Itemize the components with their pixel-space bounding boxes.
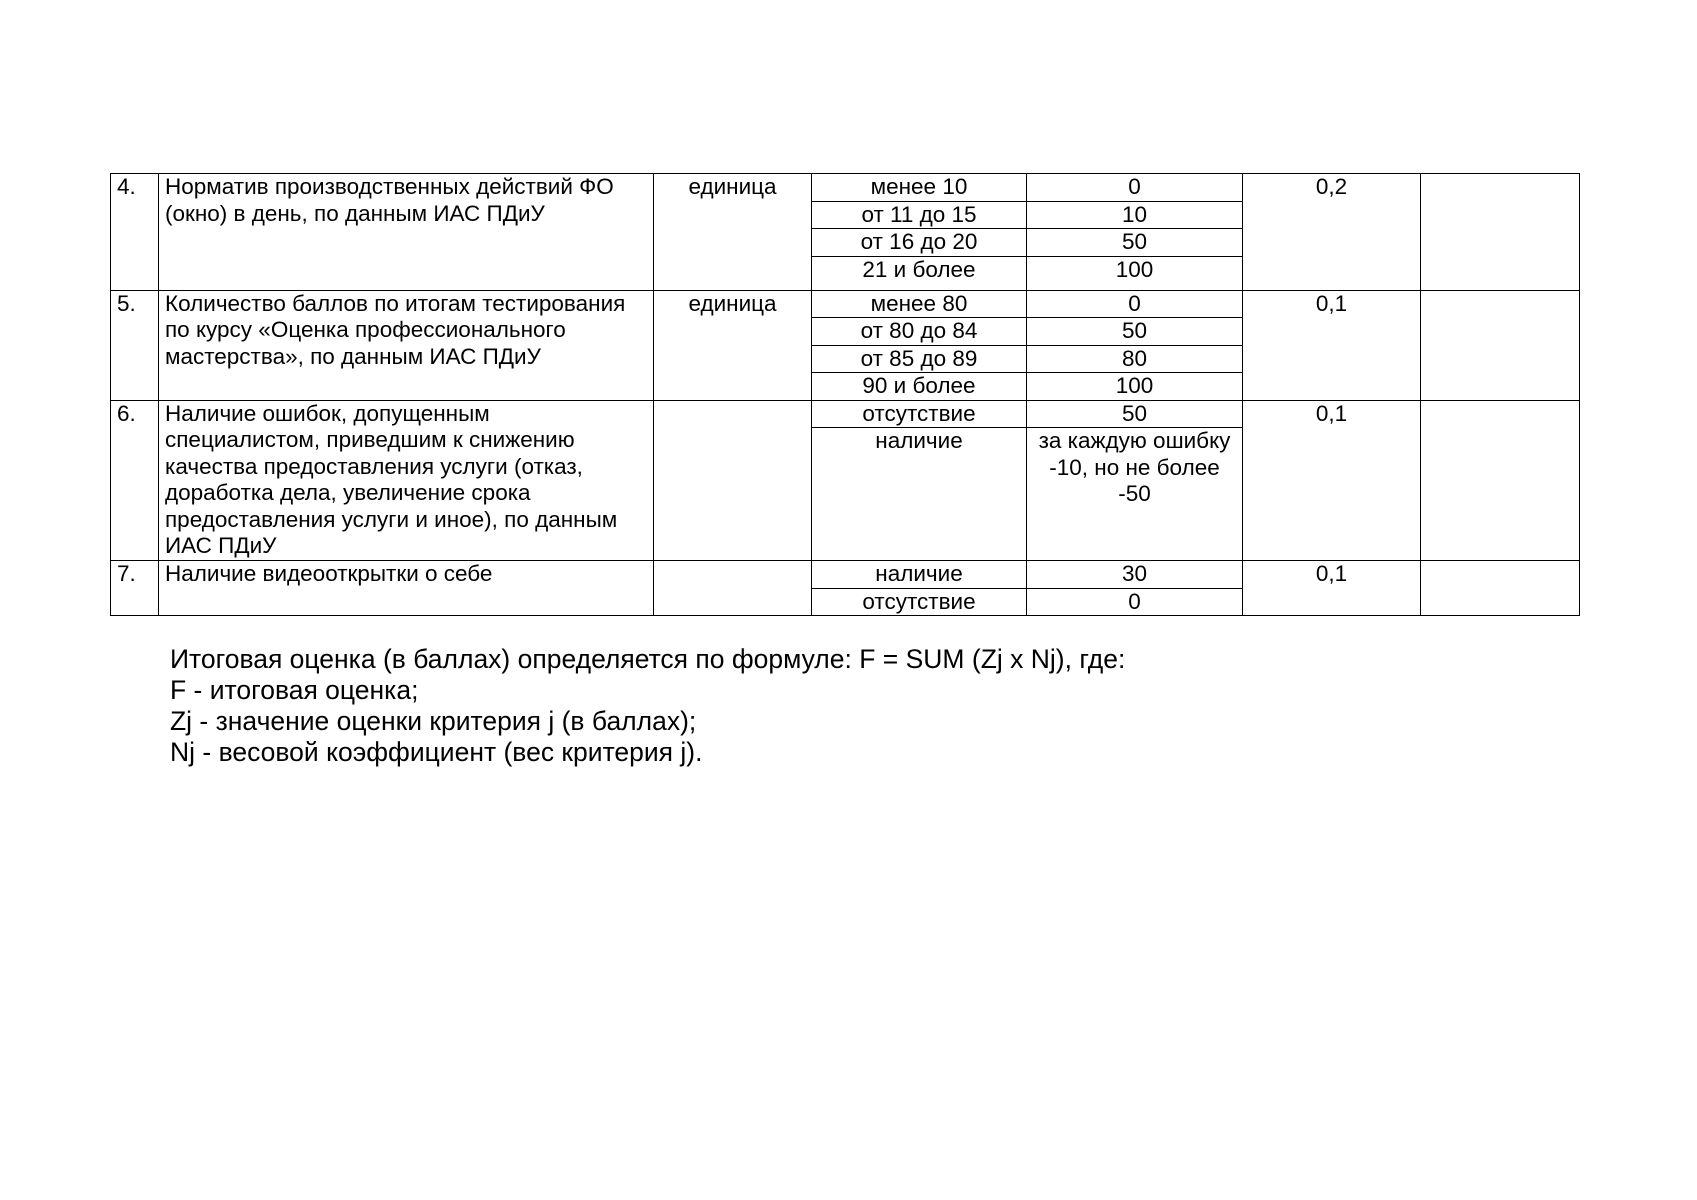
weight-cell: 0,1 (1243, 290, 1421, 400)
table-row (111, 400, 1580, 428)
formula-line: Итоговая оценка (в баллах) определяется по формуле: F = SUM (Zj x Nj), где: (170, 644, 1126, 674)
weight-cell: 0,1 (1243, 561, 1421, 616)
score-cell: 0 (1027, 588, 1243, 616)
condition-cell: от 11 до 15 (812, 201, 1027, 229)
criteria-table (110, 173, 1580, 616)
condition-cell: отсутствие (812, 588, 1027, 616)
note-cell (1421, 400, 1580, 561)
score-cell: 100 (1027, 373, 1243, 401)
unit-cell: единица (654, 290, 812, 400)
condition-cell: менее 80 (812, 290, 1027, 318)
table-row (111, 174, 1580, 202)
row-number: 4. (111, 174, 159, 291)
criterion-name: Наличие ошибок, допущенным специалистом, приведшим к снижению качества предоставления услуги (отказ, доработка дела, увеличение срока предоставления услуги и иное), по данным ИАС ПДиУ (159, 400, 654, 561)
condition-cell: 90 и более (812, 373, 1027, 401)
weight-cell: 0,1 (1243, 400, 1421, 561)
criterion-name: Количество баллов по итогам тестирования по курсу «Оценка профессионального мастерства», по данным ИАС ПДиУ (159, 290, 654, 400)
unit-cell (654, 561, 812, 616)
note-cell (1421, 561, 1580, 616)
row-number: 6. (111, 400, 159, 561)
row-number: 7. (111, 561, 159, 616)
score-cell: 100 (1027, 256, 1243, 290)
condition-cell: наличие (812, 428, 1027, 561)
score-cell: 10 (1027, 201, 1243, 229)
criterion-name: Норматив производственных действий ФО (окно) в день, по данным ИАС ПДиУ (159, 174, 654, 291)
score-cell: 0 (1027, 174, 1243, 202)
table-row (111, 290, 1580, 318)
score-cell: 30 (1027, 561, 1243, 589)
unit-cell (654, 400, 812, 561)
condition-cell: наличие (812, 561, 1027, 589)
formula-line: Nj - весовой коэффициент (вес критерия j). (170, 737, 703, 767)
weight-cell: 0,2 (1243, 174, 1421, 291)
score-cell: 50 (1027, 400, 1243, 428)
row-number: 5. (111, 290, 159, 400)
note-cell (1421, 290, 1580, 400)
condition-cell: от 16 до 20 (812, 229, 1027, 257)
condition-cell: отсутствие (812, 400, 1027, 428)
condition-cell: 21 и более (812, 256, 1027, 290)
table-row (111, 561, 1580, 589)
formula-block (170, 644, 1125, 768)
formula-line: Zj - значение оценки критерия j (в баллах); (170, 706, 697, 736)
condition-cell: от 85 до 89 (812, 345, 1027, 373)
score-cell: 50 (1027, 229, 1243, 257)
score-cell: 80 (1027, 345, 1243, 373)
formula-line: F - итоговая оценка; (170, 675, 419, 705)
score-cell: 50 (1027, 318, 1243, 346)
condition-cell: менее 10 (812, 174, 1027, 202)
score-cell: 0 (1027, 290, 1243, 318)
note-cell (1421, 174, 1580, 291)
score-cell: за каждую ошибку -10, но не более -50 (1027, 428, 1243, 561)
unit-cell: единица (654, 174, 812, 291)
condition-cell: от 80 до 84 (812, 318, 1027, 346)
criterion-name: Наличие видеооткрытки о себе (159, 561, 654, 616)
